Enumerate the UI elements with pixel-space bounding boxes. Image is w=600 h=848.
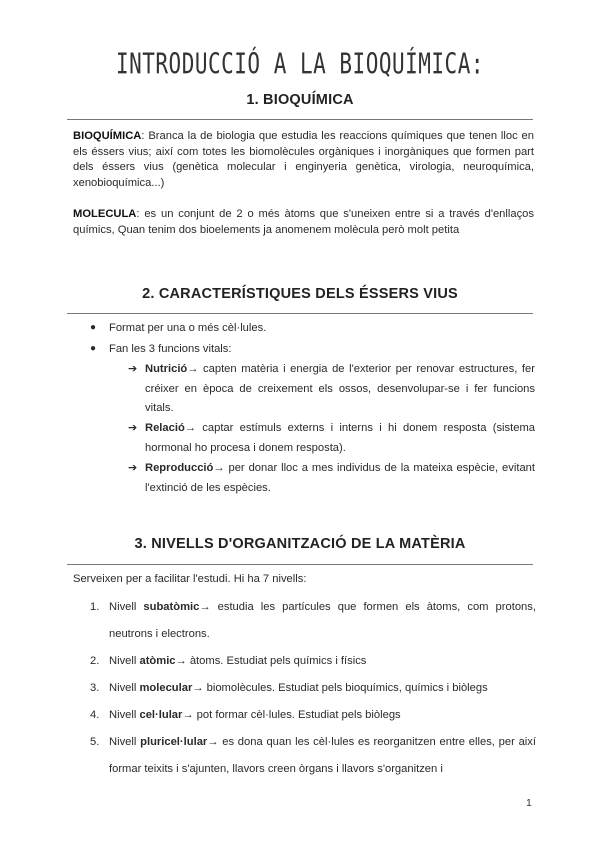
vital-function-nutricio xyxy=(128,360,535,419)
function-text: captar estímuls externs i interns i hi donem resposta (sistema hormonal ho procesa i donem resposta). xyxy=(145,422,535,454)
item-text: àtoms. Estudiat pels químics i físics xyxy=(186,655,367,667)
bullet-icon: ● xyxy=(90,322,97,333)
level-item-pluricellular xyxy=(90,729,536,783)
vital-function-relacio xyxy=(128,419,535,458)
molecula-definition xyxy=(73,207,534,238)
item-term: atòmic xyxy=(139,655,176,667)
function-arrow: → xyxy=(187,363,199,375)
bullet-icon: ● xyxy=(90,343,97,354)
item-arrow: → xyxy=(182,709,194,721)
function-term: Reproducció xyxy=(145,462,214,474)
function-text: per donar lloc a mes individus de la mateixa espècie, evitant l'extinció de les espècies. xyxy=(145,462,535,494)
item-prefix: Nivell xyxy=(109,682,140,694)
item-prefix: Nivell xyxy=(109,655,140,667)
molecula-text: : es un conjunt de 2 o més àtoms que s'uneixen entre si a través d'enllaços químics, Quan tenim dos bioelements ja anomenem molècula però molt petita xyxy=(73,208,534,236)
arrow-icon: ➔ xyxy=(128,462,138,474)
item-text: es dona quan les cèl·lules es reorganitzen entre elles, per així formar teixits i s'ajunten, llavors creen òrgans i llavors s'organitzen i xyxy=(109,736,536,775)
item-arrow: → xyxy=(192,682,204,694)
section-3-divider xyxy=(67,564,533,565)
item-text: pot formar cèl·lules. Estudiat pels biòlegs xyxy=(193,709,401,721)
item-term: cel·lular xyxy=(139,709,183,721)
bioquimica-definition xyxy=(73,129,534,191)
item-prefix: Nivell xyxy=(109,601,144,613)
section-2-divider xyxy=(67,313,533,314)
function-term: Nutrició xyxy=(145,363,188,375)
item-number: 1. xyxy=(90,601,100,613)
item-text: biomolècules. Estudiat pels bioquímics, químics i biòlegs xyxy=(203,682,488,694)
page-title: INTRODUCCIÓ A LA BIOQUÍMICA: xyxy=(115,47,484,81)
item-term: subatòmic xyxy=(143,601,200,613)
function-arrow: → xyxy=(184,422,196,434)
list-item xyxy=(90,320,539,336)
bullet-text: Format per una o més cèl·lules. xyxy=(109,322,267,334)
item-prefix: Nivell xyxy=(109,736,141,748)
page-number: 1 xyxy=(526,797,532,809)
item-text: estudia les partícules que formen els àtoms, com protons, neutrons i electrons. xyxy=(109,601,536,640)
levels-intro: Serveixen per a facilitar l'estudi. Hi ha 7 nivells: xyxy=(73,573,307,585)
function-term: Relació xyxy=(145,422,185,434)
level-item-atomic xyxy=(90,648,536,675)
item-number: 2. xyxy=(90,655,100,667)
section-1-divider xyxy=(67,119,533,120)
bullet-text: Fan les 3 funcions vitals: xyxy=(109,343,232,355)
item-prefix: Nivell xyxy=(109,709,140,721)
arrow-icon: ➔ xyxy=(128,422,138,434)
arrow-icon: ➔ xyxy=(128,363,138,375)
section-1-heading: 1. BIOQUÍMICA xyxy=(246,92,354,108)
function-arrow: → xyxy=(213,462,225,474)
item-number: 4. xyxy=(90,709,100,721)
bioquimica-term: BIOQUÍMICA xyxy=(73,130,142,142)
section-2-heading: 2. CARACTERÍSTIQUES DELS ÉSSERS VIUS xyxy=(142,286,458,302)
vital-function-reproduccio xyxy=(128,459,535,498)
level-item-subatomic xyxy=(90,594,536,648)
function-text: capten matèria i energia de l'exterior per renovar estructures, fer créixer en època de creixement els ossos, desenvolupar-se i fer funcions vitals. xyxy=(145,363,535,414)
section-3-heading: 3. NIVELLS D'ORGANITZACIÓ DE LA MATÈRIA xyxy=(134,536,466,552)
molecula-term: MOLECULA xyxy=(73,208,137,220)
list-item xyxy=(90,341,539,357)
item-number: 3. xyxy=(90,682,100,694)
item-arrow: → xyxy=(207,736,219,748)
item-arrow: → xyxy=(175,655,187,667)
level-item-cellular xyxy=(90,702,536,729)
bioquimica-text: : Branca la de biologia que estudia les reaccions químiques que tenen lloc en els éssers vius; així com totes les biomolècules orgàniques i inorgàniques que formen part dels éssers vius (genètica molecular i enginyeria genètica, virologia, neuroquímica, xenobioquímica...) xyxy=(73,130,534,189)
item-term: molecular xyxy=(139,682,193,694)
item-number: 5. xyxy=(90,736,100,748)
item-term: pluricel·lular xyxy=(140,736,208,748)
item-arrow: → xyxy=(199,601,211,613)
level-item-molecular xyxy=(90,675,536,702)
